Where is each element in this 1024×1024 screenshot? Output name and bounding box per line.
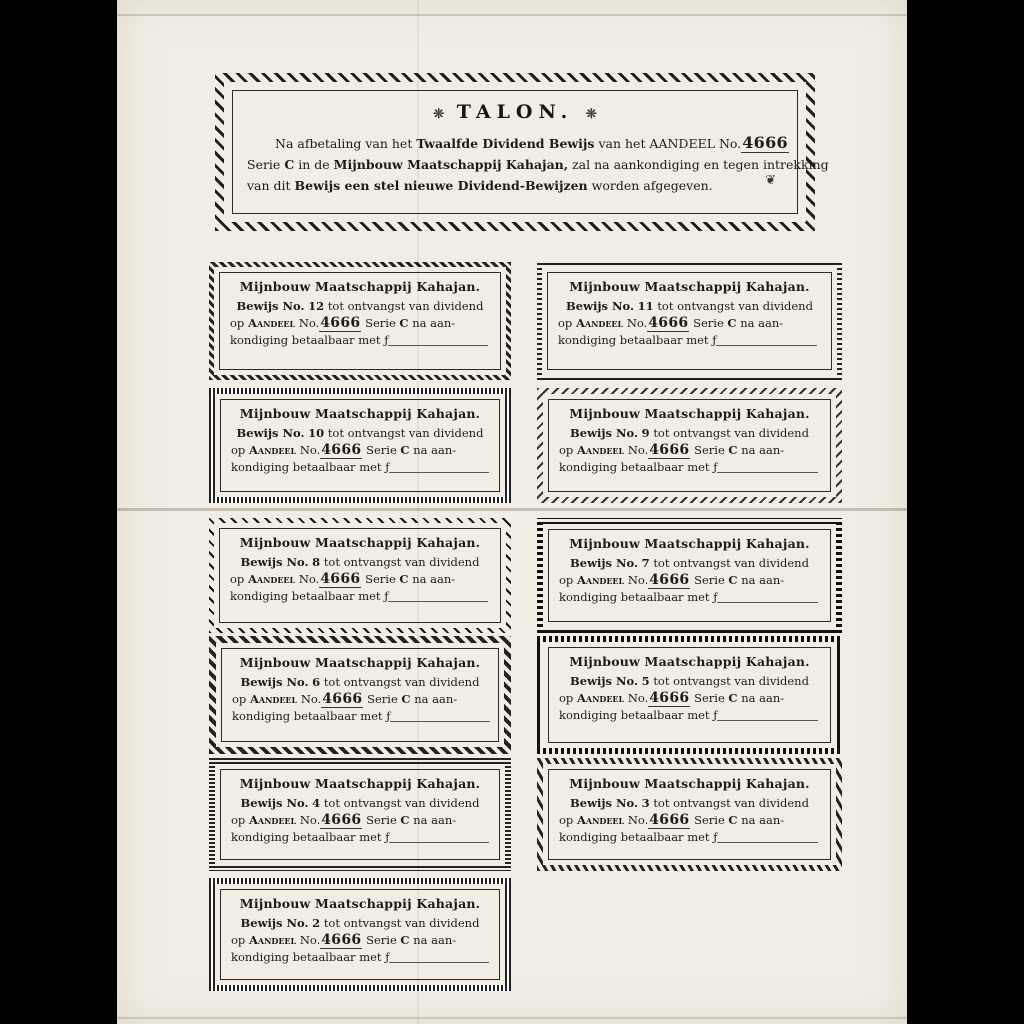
talon-line3-post: worden afgegeven.: [591, 178, 713, 193]
coupon-line-3: [230, 588, 490, 605]
coupon-line-2: [231, 932, 489, 949]
coupon-no-label: No.: [627, 691, 649, 705]
talon-line1-pre: Na afbetaling van het: [275, 136, 413, 151]
coupon-line-1: [559, 795, 820, 812]
coupon-share-number: 4666: [322, 691, 363, 707]
coupon-inner-frame: [548, 769, 831, 860]
coupon-number: 8: [312, 555, 321, 569]
coupon-line2-post: na aan-: [413, 443, 457, 457]
coupon-bewijs-label: Bewijs No.: [570, 426, 638, 440]
coupon-no-label: No.: [626, 316, 648, 330]
talon-line3-pre: van dit: [247, 178, 291, 193]
coupon-series-letter: C: [401, 692, 411, 706]
coupon-bewijs-label: Bewijs No.: [236, 426, 305, 440]
coupon-currency-symbol: ƒ: [713, 460, 718, 474]
coupon-op-label: op: [559, 573, 577, 587]
coupon-line-1: [231, 795, 489, 812]
coupon-aandeel-label: Aandeel: [576, 691, 625, 705]
coupon-bewijs-label: Bewijs No.: [570, 674, 638, 688]
coupon-line3-text: kondiging betaalbaar met: [230, 333, 381, 347]
talon-line2-mid: in de: [298, 157, 330, 172]
coupon-line-3: [230, 332, 490, 349]
coupon-op-label: op: [559, 813, 577, 827]
talon-heading-text: TALON.: [456, 101, 574, 123]
talon-heading: [247, 101, 783, 123]
coupon-amount-rule: [388, 590, 488, 602]
coupon-line-3: [232, 708, 488, 725]
coupon-line3-text: kondiging betaalbaar met: [230, 589, 381, 603]
coupon-currency-symbol: ƒ: [385, 830, 390, 844]
coupon-no-label: No.: [299, 443, 321, 457]
coupon-serie-label: Serie: [694, 573, 725, 587]
coupon-serie-label: Serie: [694, 813, 725, 827]
coupon-series-letter: C: [727, 316, 737, 330]
dividend-coupon-11: [537, 262, 842, 380]
coupon-inner-frame: [220, 889, 500, 980]
coupon-no-label: No.: [627, 813, 649, 827]
coupon-amount-rule: [389, 831, 489, 843]
coupon-op-label: op: [232, 692, 250, 706]
coupon-op-label: op: [231, 933, 249, 947]
coupon-line-1: [559, 673, 820, 690]
coupon-company-name: Mijnbouw Maatschappij Kahajan.: [569, 654, 810, 669]
dividend-coupon-4: [209, 758, 511, 871]
coupon-line-1: [231, 425, 489, 442]
coupon-share-number: 4666: [321, 442, 362, 458]
coupon-number: 2: [312, 916, 321, 930]
coupon-op-label: op: [559, 443, 577, 457]
certificate-sheet: [117, 0, 907, 1024]
coupon-line-1: [558, 298, 821, 315]
coupon-aandeel-label: Aandeel: [249, 692, 298, 706]
coupon-share-number: 4666: [320, 571, 361, 587]
coupon-serie-label: Serie: [366, 443, 397, 457]
dividend-coupon-12: [209, 262, 511, 380]
coupon-line2-post: na aan-: [740, 316, 784, 330]
talon-line2-pre: Serie: [247, 157, 281, 172]
coupon-op-label: op: [231, 443, 249, 457]
dividend-coupon-6: [209, 636, 511, 754]
coupon-op-label: op: [230, 316, 248, 330]
ornament-right-icon: ❊: [585, 107, 597, 122]
coupon-series-letter: C: [728, 573, 738, 587]
coupon-line1-post: tot ontvangst van dividend: [657, 299, 813, 313]
coupon-line2-post: na aan-: [741, 691, 785, 705]
coupon-line-3: [231, 829, 489, 846]
coupon-line3-text: kondiging betaalbaar met: [559, 830, 710, 844]
coupon-no-label: No.: [298, 572, 320, 586]
coupon-bewijs-label: Bewijs No.: [566, 299, 634, 313]
coupon-line1-post: tot ontvangst van dividend: [327, 299, 484, 313]
dividend-coupon-3: [537, 758, 842, 871]
coupon-line-1: [232, 674, 488, 691]
coupon-line-2: [231, 812, 489, 829]
coupon-line-2: [559, 572, 820, 589]
coupon-company-name: Mijnbouw Maatschappij Kahajan.: [239, 279, 481, 294]
coupon-line-2: [558, 315, 821, 332]
flourish-icon: ❦: [765, 173, 776, 188]
coupon-line-1: [230, 554, 490, 571]
coupon-company-name: Mijnbouw Maatschappij Kahajan.: [239, 655, 481, 670]
coupon-line3-text: kondiging betaalbaar met: [232, 709, 383, 723]
coupon-aandeel-label: Aandeel: [576, 443, 625, 457]
coupon-bewijs-label: Bewijs No.: [240, 796, 309, 810]
coupon-line-2: [230, 315, 490, 332]
coupon-number: 10: [308, 426, 325, 440]
talon-line-1: [247, 132, 788, 154]
coupon-currency-symbol: ƒ: [713, 590, 718, 604]
talon-line2-post: zal na aankondiging en tegen intrekking: [572, 157, 829, 172]
coupon-serie-label: Serie: [693, 316, 724, 330]
coupon-line2-post: na aan-: [741, 573, 785, 587]
coupon-share-number: 4666: [320, 315, 361, 331]
coupon-number: 7: [641, 556, 650, 570]
dividend-coupon-9: [537, 388, 842, 503]
coupon-bewijs-label: Bewijs No.: [236, 299, 305, 313]
coupon-share-number: 4666: [649, 442, 690, 458]
coupon-line3-text: kondiging betaalbaar met: [559, 590, 710, 604]
coupon-line-3: [231, 459, 489, 476]
talon-line3-bold: Bewijs een stel nieuwe Dividend-Bewijzen: [294, 178, 588, 193]
coupon-company-name: Mijnbouw Maatschappij Kahajan.: [239, 896, 481, 911]
coupon-amount-rule: [390, 710, 490, 722]
coupon-bewijs-label: Bewijs No.: [240, 675, 309, 689]
talon-series-letter: C: [284, 157, 295, 172]
coupon-line1-post: tot ontvangst van dividend: [653, 796, 809, 810]
coupon-no-label: No.: [299, 933, 321, 947]
coupon-amount-rule: [389, 461, 489, 473]
coupon-serie-label: Serie: [366, 813, 397, 827]
coupon-line-2: [230, 571, 490, 588]
coupon-line1-post: tot ontvangst van dividend: [327, 426, 484, 440]
coupon-serie-label: Serie: [367, 692, 398, 706]
coupon-currency-symbol: ƒ: [384, 589, 389, 603]
coupon-line3-text: kondiging betaalbaar met: [559, 460, 710, 474]
coupon-line-3: [558, 332, 821, 349]
coupon-share-number: 4666: [649, 690, 690, 706]
coupon-line2-post: na aan-: [412, 316, 456, 330]
coupon-op-label: op: [230, 572, 248, 586]
talon-share-number: 4666: [742, 133, 788, 152]
coupon-serie-label: Serie: [366, 933, 397, 947]
coupon-line2-post: na aan-: [413, 813, 457, 827]
coupon-share-number: 4666: [649, 812, 690, 828]
coupon-company-name: Mijnbouw Maatschappij Kahajan.: [239, 406, 481, 421]
talon-line-3: [247, 175, 783, 196]
ornament-left-icon: ❊: [433, 107, 445, 122]
coupon-line-2: [559, 442, 820, 459]
fold-line-bottom: [117, 1017, 907, 1019]
coupon-company-name: Mijnbouw Maatschappij Kahajan.: [239, 535, 481, 550]
coupon-aandeel-label: Aandeel: [247, 572, 296, 586]
coupon-line-2: [232, 691, 488, 708]
coupon-amount-rule: [716, 334, 817, 346]
coupon-line1-post: tot ontvangst van dividend: [653, 426, 809, 440]
coupon-line2-post: na aan-: [413, 933, 457, 947]
coupon-line3-text: kondiging betaalbaar met: [231, 460, 382, 474]
coupon-line1-post: tot ontvangst van dividend: [323, 555, 480, 569]
coupon-no-label: No.: [298, 316, 320, 330]
coupon-company-name: Mijnbouw Maatschappij Kahajan.: [569, 279, 810, 294]
coupon-currency-symbol: ƒ: [384, 333, 389, 347]
coupon-aandeel-label: Aandeel: [248, 813, 297, 827]
coupon-number: 4: [312, 796, 321, 810]
coupon-inner-frame: [548, 647, 831, 743]
coupon-series-letter: C: [728, 443, 738, 457]
coupon-bewijs-label: Bewijs No.: [570, 796, 638, 810]
coupon-company-name: Mijnbouw Maatschappij Kahajan.: [569, 536, 810, 551]
coupon-no-label: No.: [627, 443, 649, 457]
coupon-line-2: [559, 690, 820, 707]
coupon-aandeel-label: Aandeel: [576, 813, 625, 827]
coupon-number: 9: [641, 426, 650, 440]
coupon-currency-symbol: ƒ: [713, 708, 718, 722]
coupon-inner-frame: [219, 272, 501, 370]
coupon-no-label: No.: [299, 813, 321, 827]
coupon-line1-post: tot ontvangst van dividend: [323, 796, 480, 810]
coupon-inner-frame: [547, 272, 832, 370]
coupon-series-letter: C: [399, 572, 409, 586]
talon-block: [215, 73, 829, 231]
coupon-series-letter: C: [400, 813, 410, 827]
coupon-bewijs-label: Bewijs No.: [240, 555, 309, 569]
coupon-line2-post: na aan-: [741, 813, 785, 827]
coupon-line2-post: na aan-: [414, 692, 458, 706]
coupon-line2-post: na aan-: [741, 443, 785, 457]
coupon-no-label: No.: [627, 573, 649, 587]
fold-line-top: [117, 14, 907, 16]
coupon-serie-label: Serie: [365, 572, 396, 586]
coupon-currency-symbol: ƒ: [386, 709, 391, 723]
coupon-number: 6: [312, 675, 321, 689]
talon-line1-mid: van het AANDEEL No.: [598, 136, 742, 151]
coupon-op-label: op: [559, 691, 577, 705]
coupon-amount-rule: [717, 709, 818, 721]
coupon-bewijs-label: Bewijs No.: [240, 916, 309, 930]
coupon-inner-frame: [220, 399, 500, 492]
coupon-line3-text: kondiging betaalbaar met: [559, 708, 710, 722]
coupon-line-3: [559, 707, 820, 724]
coupon-currency-symbol: ƒ: [385, 460, 390, 474]
coupon-line-1: [559, 555, 820, 572]
coupon-currency-symbol: ƒ: [712, 333, 717, 347]
coupon-series-letter: C: [728, 691, 738, 705]
coupon-number: 5: [641, 674, 650, 688]
coupon-amount-rule: [717, 461, 818, 473]
coupon-line-1: [230, 298, 490, 315]
coupon-series-letter: C: [728, 813, 738, 827]
coupon-series-letter: C: [400, 443, 410, 457]
coupon-line3-text: kondiging betaalbaar met: [231, 830, 382, 844]
coupon-amount-rule: [388, 334, 488, 346]
coupon-series-letter: C: [400, 933, 410, 947]
coupon-currency-symbol: ƒ: [713, 830, 718, 844]
coupon-aandeel-label: Aandeel: [248, 443, 297, 457]
coupon-inner-frame: [220, 769, 500, 860]
coupon-line1-post: tot ontvangst van dividend: [323, 916, 480, 930]
coupon-share-number: 4666: [649, 572, 690, 588]
coupon-inner-frame: [221, 648, 499, 742]
fold-line-middle: [117, 508, 907, 511]
coupon-number: 3: [641, 796, 650, 810]
dividend-coupon-8: [209, 518, 511, 633]
talon-inner-frame: [232, 90, 829, 214]
coupon-line-3: [559, 589, 820, 606]
coupon-op-label: op: [231, 813, 249, 827]
coupon-line3-text: kondiging betaalbaar met: [558, 333, 709, 347]
coupon-inner-frame: [548, 399, 831, 492]
talon-line1-bold: Twaalfde Dividend Bewijs: [416, 136, 595, 151]
coupon-no-label: No.: [300, 692, 322, 706]
coupon-line-2: [231, 442, 489, 459]
dividend-coupon-10: [209, 388, 511, 503]
coupon-line1-post: tot ontvangst van dividend: [653, 556, 809, 570]
coupon-line-2: [559, 812, 820, 829]
dividend-coupon-5: [537, 636, 842, 754]
coupon-currency-symbol: ƒ: [385, 950, 390, 964]
coupon-line-1: [231, 915, 489, 932]
coupon-company-name: Mijnbouw Maatschappij Kahajan.: [239, 776, 481, 791]
coupon-share-number: 4666: [321, 812, 362, 828]
coupon-amount-rule: [717, 591, 818, 603]
coupon-serie-label: Serie: [694, 691, 725, 705]
coupon-serie-label: Serie: [694, 443, 725, 457]
coupon-line-3: [231, 949, 489, 966]
coupon-share-number: 4666: [648, 315, 689, 331]
coupon-amount-rule: [389, 951, 489, 963]
coupon-amount-rule: [717, 831, 818, 843]
coupon-line3-text: kondiging betaalbaar met: [231, 950, 382, 964]
coupon-aandeel-label: Aandeel: [576, 573, 625, 587]
coupon-line1-post: tot ontvangst van dividend: [323, 675, 480, 689]
coupon-share-number: 4666: [321, 932, 362, 948]
coupon-bewijs-label: Bewijs No.: [570, 556, 638, 570]
dividend-coupon-2: [209, 878, 511, 991]
coupon-aandeel-label: Aandeel: [248, 933, 297, 947]
talon-line-2: [247, 154, 829, 175]
coupon-line-3: [559, 459, 820, 476]
coupon-number: 12: [308, 299, 325, 313]
coupon-line1-post: tot ontvangst van dividend: [653, 674, 809, 688]
coupon-company-name: Mijnbouw Maatschappij Kahajan.: [569, 776, 810, 791]
coupon-line-1: [559, 425, 820, 442]
coupon-aandeel-label: Aandeel: [575, 316, 624, 330]
coupon-line2-post: na aan-: [412, 572, 456, 586]
coupon-line-3: [559, 829, 820, 846]
coupon-op-label: op: [558, 316, 576, 330]
coupon-serie-label: Serie: [365, 316, 396, 330]
talon-company-name: Mijnbouw Maatschappij Kahajan,: [333, 157, 569, 172]
coupon-aandeel-label: Aandeel: [247, 316, 296, 330]
coupon-number: 11: [637, 299, 654, 313]
dividend-coupon-7: [537, 518, 842, 633]
coupon-inner-frame: [219, 528, 501, 623]
coupon-series-letter: C: [399, 316, 409, 330]
coupon-company-name: Mijnbouw Maatschappij Kahajan.: [569, 406, 810, 421]
coupon-inner-frame: [548, 529, 831, 622]
